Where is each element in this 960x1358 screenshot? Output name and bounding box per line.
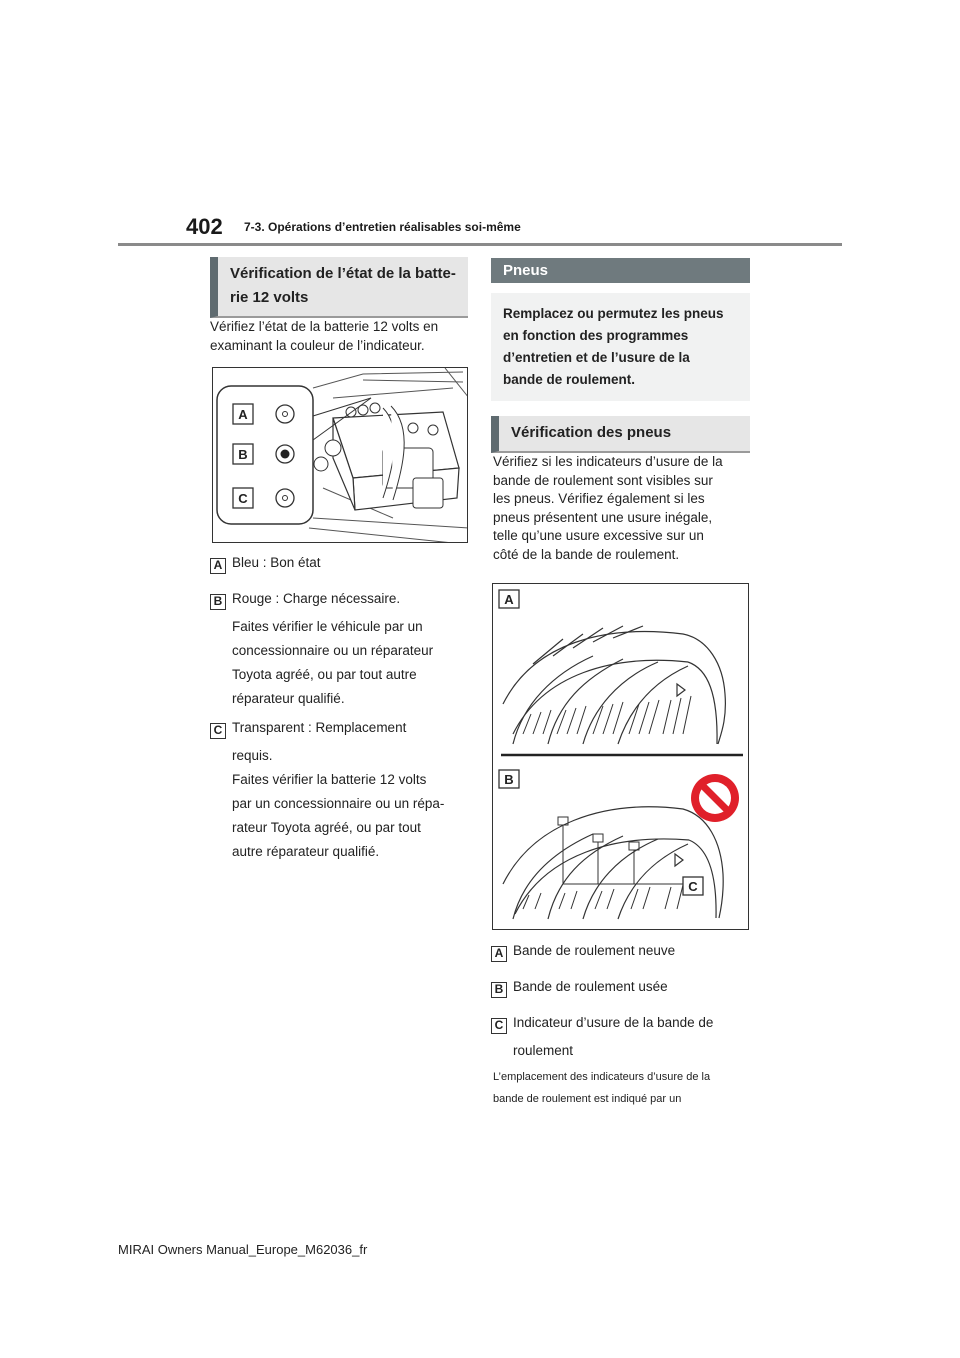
tire-body-line2: bande de roulement sont visibles sur xyxy=(493,472,713,488)
item-text: Faites vérifier la batterie 12 volts xyxy=(232,772,427,787)
tires-note-line3: d’entretien et de l’usure de la xyxy=(503,350,690,365)
item-text: requis. xyxy=(232,748,273,763)
item-letter: B xyxy=(210,594,226,610)
item-text: concessionnaire ou un réparateur xyxy=(232,643,434,658)
tire-body-line1: Vérifiez si les indicateurs d’usure de la xyxy=(493,454,723,469)
battery-heading-line2: rie 12 volts xyxy=(230,289,309,306)
tire-fig-label-a: A xyxy=(504,592,514,607)
item-text: Toyota agréé, ou par tout autre xyxy=(232,667,417,682)
battery-item-b xyxy=(210,587,474,711)
tire-fig-label-c: C xyxy=(688,879,698,894)
tire-body-line4: pneus présentent une usure inégale, xyxy=(493,509,713,525)
item-text: Bande de roulement usée xyxy=(513,979,668,994)
tire-tread-illustration xyxy=(493,584,749,930)
item-letter: A xyxy=(210,558,226,574)
tire-figure xyxy=(492,583,749,930)
tires-note-line4: bande de roulement. xyxy=(503,372,636,387)
item-text: Bleu : Bon état xyxy=(232,555,321,570)
item-text: Bande de roulement neuve xyxy=(513,943,676,958)
item-text: Rouge : Charge nécessaire. xyxy=(232,591,401,606)
tire-check-heading: Vérification des pneus xyxy=(491,416,750,453)
tire-fig-label-b: B xyxy=(504,772,514,787)
small-note-line1: L’emplacement des indicateurs d’usure de la xyxy=(493,1071,711,1083)
item-text: Faites vérifier le véhicule par un xyxy=(232,619,423,634)
tires-heading: Pneus xyxy=(491,258,750,283)
tire-body-line5: telle qu’une usure excessive sur un xyxy=(493,528,704,543)
item-text: par un concessionnaire ou un répa- xyxy=(232,796,445,811)
battery-intro-line2: examinant la couleur de l’indicateur. xyxy=(210,337,425,353)
item-text: Indicateur d’usure de la bande de xyxy=(513,1015,714,1030)
small-note-line2: bande de roulement est indiqué par un xyxy=(493,1093,682,1105)
battery-item-c xyxy=(210,716,476,864)
battery-intro xyxy=(210,318,472,355)
tire-item-c xyxy=(491,1011,755,1063)
item-letter: A xyxy=(491,946,507,962)
battery-heading xyxy=(210,257,468,318)
item-text: réparateur qualifié. xyxy=(232,691,345,706)
tire-item-b xyxy=(491,975,668,999)
battery-fig-label-c: C xyxy=(238,491,248,506)
battery-fig-label-a: A xyxy=(238,407,248,422)
page-number: 402 xyxy=(186,214,223,239)
battery-figure xyxy=(212,367,468,543)
section-title: 7-3. Opérations d’entretien réalisables soi-même xyxy=(244,220,521,234)
header-divider xyxy=(118,243,842,246)
prohibition-icon xyxy=(691,774,739,822)
battery-intro-line1: Vérifiez l’état de la batterie 12 volts en xyxy=(210,319,439,334)
battery-indicator-illustration xyxy=(213,368,468,543)
tire-body-line3: les pneus. Vérifiez également si les xyxy=(493,491,705,506)
battery-item-a xyxy=(210,551,321,575)
item-letter: B xyxy=(491,982,507,998)
item-text: Transparent : Remplacement xyxy=(232,720,407,735)
item-text: roulement xyxy=(513,1043,574,1058)
battery-heading-line1: Vérification de l’état de la batte- xyxy=(230,265,456,282)
tire-body-line6: côté de la bande de roulement. xyxy=(493,546,680,562)
tire-item-a xyxy=(491,939,675,963)
item-letter: C xyxy=(210,723,226,739)
item-text: rateur Toyota agréé, ou par tout xyxy=(232,820,421,835)
tires-note-line1: Remplacez ou permutez les pneus xyxy=(503,306,724,321)
tires-note-line2: en fonction des programmes xyxy=(503,328,689,343)
item-letter: C xyxy=(491,1018,507,1034)
item-text: autre réparateur qualifié. xyxy=(232,844,380,859)
tire-check-body xyxy=(493,453,755,564)
battery-fig-label-b: B xyxy=(238,447,248,462)
footer-doc-id: MIRAI Owners Manual_Europe_M62036_fr xyxy=(118,1242,368,1257)
tires-note xyxy=(491,293,750,401)
tire-small-note xyxy=(493,1066,755,1110)
